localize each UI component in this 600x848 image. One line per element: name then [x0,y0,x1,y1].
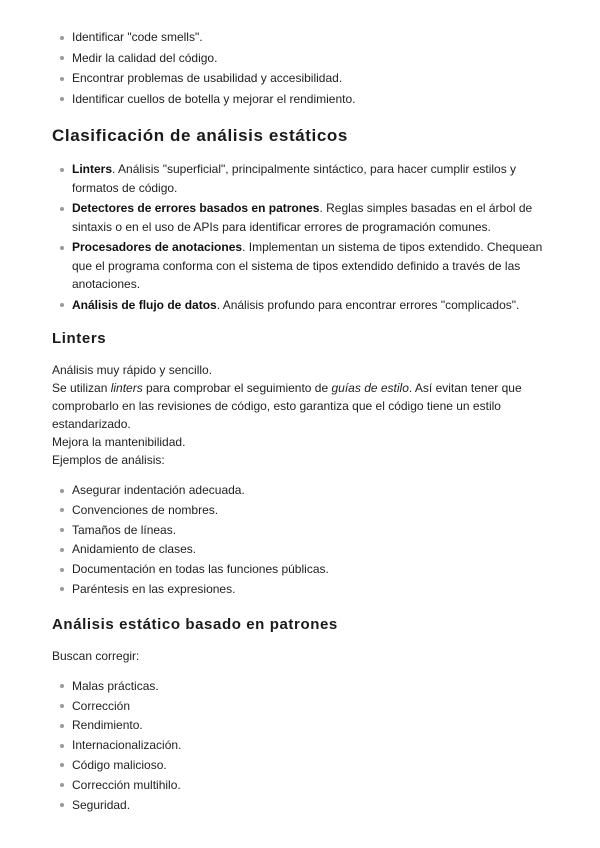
list-item: Documentación en todas las funciones públicas. [52,560,552,580]
list-item: Convenciones de nombres. [52,501,552,521]
list-item: Encontrar problemas de usabilidad y accesibilidad. [52,69,552,88]
emphasis: linters [110,381,143,395]
list-item: Paréntesis en las expresiones. [52,580,552,600]
patterns-list [52,677,552,816]
linters-body [52,361,552,469]
list-item: Medir la calidad del código. [52,49,552,68]
list-item: Identificar cuellos de botella y mejorar el rendimiento. [52,90,552,109]
list-item: Identificar "code smells". [52,28,552,47]
term: Procesadores de anotaciones [72,240,243,254]
list-item: Rendimiento. [52,716,552,736]
term: Análisis de flujo de datos [72,297,217,312]
paragraph: Buscan corregir: [52,648,140,663]
list-item: Malas prácticas. [52,677,552,697]
list-item: Asegurar indentación adecuada. [52,481,552,501]
list-item: Tamaños de líneas. [52,521,552,541]
paragraph: Ejemplos de análisis: [52,453,165,467]
description: . Implementan un sistema de tipos extendido. Chequean que el programa conforma con el sistema de tipos extendido definido a través de las anotaciones. [72,240,543,291]
list-item: Código malicioso. [52,756,552,776]
paragraph: Se utilizan linters para comprobar el seguimiento de guías de estilo. Así evitan tener que comprobarlo en las revisiones de código, esto garantiza que el código tiene un estilo estandarizado. [52,381,522,431]
document-page [52,24,552,815]
section-heading-classification: Clasificación de análisis estáticos [52,126,348,145]
description: . Análisis profundo para encontrar errores "complicados". [216,297,520,312]
linters-examples-list [52,481,552,600]
section-heading-linters: Linters [52,330,107,347]
list-item [52,160,552,197]
list-item: Seguridad. [52,796,552,816]
term: Linters [72,162,113,176]
list-item [52,199,552,236]
description: . Reglas simples basadas en el árbol de sintaxis o en el uso de APIs para identificar errores de programación comunes. [72,201,533,234]
list-item: Corrección multihilo. [52,776,552,796]
list-item [52,238,552,294]
paragraph: Mejora la mantenibilidad. [52,435,186,449]
classification-list [52,160,552,314]
intro-list [52,28,552,108]
section-heading-patterns: Análisis estático basado en patrones [52,615,338,633]
term: Detectores de errores basados en patrones [72,201,320,215]
list-item [52,296,552,315]
description: . Análisis "superficial", principalmente sintáctico, para hacer cumplir estilos y formatos de código. [72,162,517,195]
list-item: Internacionalización. [52,736,552,756]
emphasis: guías de estilo [331,381,409,395]
paragraph: Análisis muy rápido y sencillo. [52,363,213,377]
list-item: Anidamiento de clases. [52,540,552,560]
list-item: Corrección [52,697,552,717]
